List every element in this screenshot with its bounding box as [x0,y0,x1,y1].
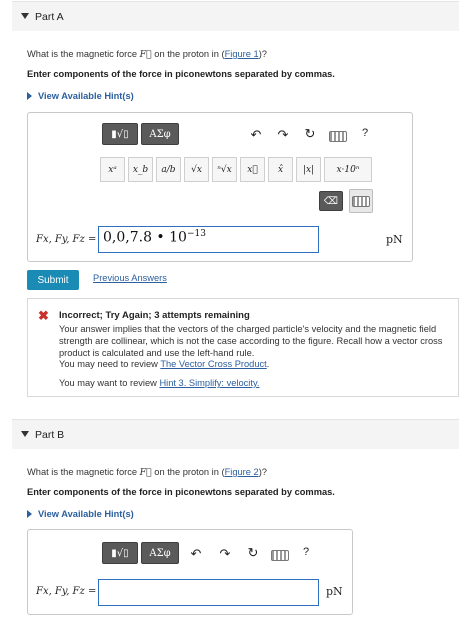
templates-button-label: ▮√▯ [111,128,129,140]
answer-input[interactable] [98,579,319,606]
templates-button[interactable] [102,123,138,145]
template-label: |x| [302,164,315,175]
keyboard-icon [352,196,370,207]
answer-input[interactable] [98,226,319,253]
figure-2-link[interactable]: Figure 2 [224,467,259,477]
greek-symbols-button[interactable] [141,542,179,564]
template-label: x⃗ [247,164,258,175]
part-a-instruction: Enter components of the force in piconewtons separated by commas. [27,69,335,79]
undo-icon[interactable]: ↶ [250,127,262,142]
part-a-answer-box [27,112,413,262]
caret-right-icon [27,92,32,100]
reset-icon[interactable]: ↻ [247,545,259,560]
templates-button[interactable] [102,542,138,564]
part-a-hints-toggle[interactable] [27,91,134,101]
part-b-title: Part B [35,429,65,441]
part-a-question [27,49,267,60]
greek-symbols-button[interactable] [141,123,179,145]
template-label: xᵃ [108,164,117,175]
backspace-button[interactable] [319,191,343,211]
review-line-1 [59,359,269,369]
answer-exponent: −13 [186,229,206,239]
part-b-header[interactable] [12,419,459,449]
unit-label: pN [386,233,403,246]
question-text: What is the magnetic force [27,49,138,59]
hints-label: View Available Hint(s) [38,91,134,101]
field-label: Fx, Fy, Fz = [36,234,97,245]
question-text-mid: on the proton in ( [154,467,225,477]
part-a-header[interactable] [12,1,459,31]
caret-right-icon [27,510,32,518]
keyboard-toggle-button[interactable] [349,189,373,213]
force-vector-symbol: F⃗ [139,467,152,478]
redo-icon[interactable]: ↷ [277,127,289,142]
reset-icon[interactable]: ↻ [304,126,316,141]
greek-button-label: ΑΣφ [149,128,171,140]
hint-3-link[interactable]: Hint 3. Simplify: velocity. [159,378,260,388]
sci-notation-template[interactable] [324,157,372,182]
collapse-triangle-icon[interactable] [21,13,29,19]
backspace-icon: ⌫ [323,195,339,207]
incorrect-x-icon: ✖ [38,308,49,323]
review1-prefix: You may need to review [59,359,161,369]
part-b-hints-toggle[interactable] [27,509,134,519]
question-text: What is the magnetic force [27,467,138,477]
template-label: √x [191,164,202,175]
figure-1-link[interactable]: Figure 1 [224,49,259,59]
question-text-mid: on the proton in ( [154,49,225,59]
field-label: Fx, Fy, Fz = [36,586,97,597]
template-label: ⁿ√x [217,164,232,175]
vector-cross-product-link[interactable]: The Vector Cross Product [160,359,267,369]
review2-prefix: You may want to review [59,378,160,388]
review-line-2 [59,378,260,388]
keyboard-icon[interactable] [329,131,347,142]
submit-button[interactable]: Submit [27,270,79,290]
part-b-instruction: Enter components of the force in piconewtons separated by commas. [27,487,335,497]
question-text-suffix: )? [258,49,267,59]
previous-answers-link[interactable]: Previous Answers [93,273,167,283]
greek-button-label: ΑΣφ [149,547,171,559]
redo-icon[interactable]: ↷ [219,546,231,561]
part-a-title: Part A [35,11,64,23]
review1-suffix: . [266,359,270,369]
part-b-question [27,467,267,478]
math-templates-row [100,157,372,182]
template-label: x·10ⁿ [336,164,360,175]
undo-icon[interactable]: ↶ [190,546,202,561]
help-icon[interactable]: ? [302,546,310,558]
hints-label: View Available Hint(s) [38,509,134,519]
help-icon[interactable]: ? [361,127,369,139]
force-vector-symbol: F⃗ [139,49,152,60]
abs-value-template[interactable] [296,157,321,182]
question-text-suffix: )? [258,467,267,477]
part-b-answer-box [27,529,353,615]
template-label: x_b [132,164,149,175]
feedback-body: Your answer implies that the vectors of the charged particle's velocity and the magnetic field strength are collinear, which is not the case according to the figure. Recall how a vector cross product is calculated and use the left-hand rule. [59,324,443,358]
collapse-triangle-icon[interactable] [21,431,29,437]
unit-vector-template[interactable] [268,157,293,182]
template-label: a/b [161,164,176,175]
template-label: x̂ [277,164,284,175]
feedback-panel [27,298,459,397]
answer-value: 0,0,7.8 • 10 [103,229,187,246]
feedback-title: Incorrect; Try Again; 3 attempts remaining [59,310,250,321]
vector-template[interactable] [240,157,265,182]
unit-label: pN [326,585,343,598]
sqrt-template[interactable] [184,157,209,182]
subscript-template[interactable] [128,157,153,182]
nth-root-template[interactable] [212,157,237,182]
fraction-template[interactable] [156,157,181,182]
keyboard-icon[interactable] [271,550,289,561]
superscript-template[interactable] [100,157,125,182]
templates-button-label: ▮√▯ [111,547,129,559]
